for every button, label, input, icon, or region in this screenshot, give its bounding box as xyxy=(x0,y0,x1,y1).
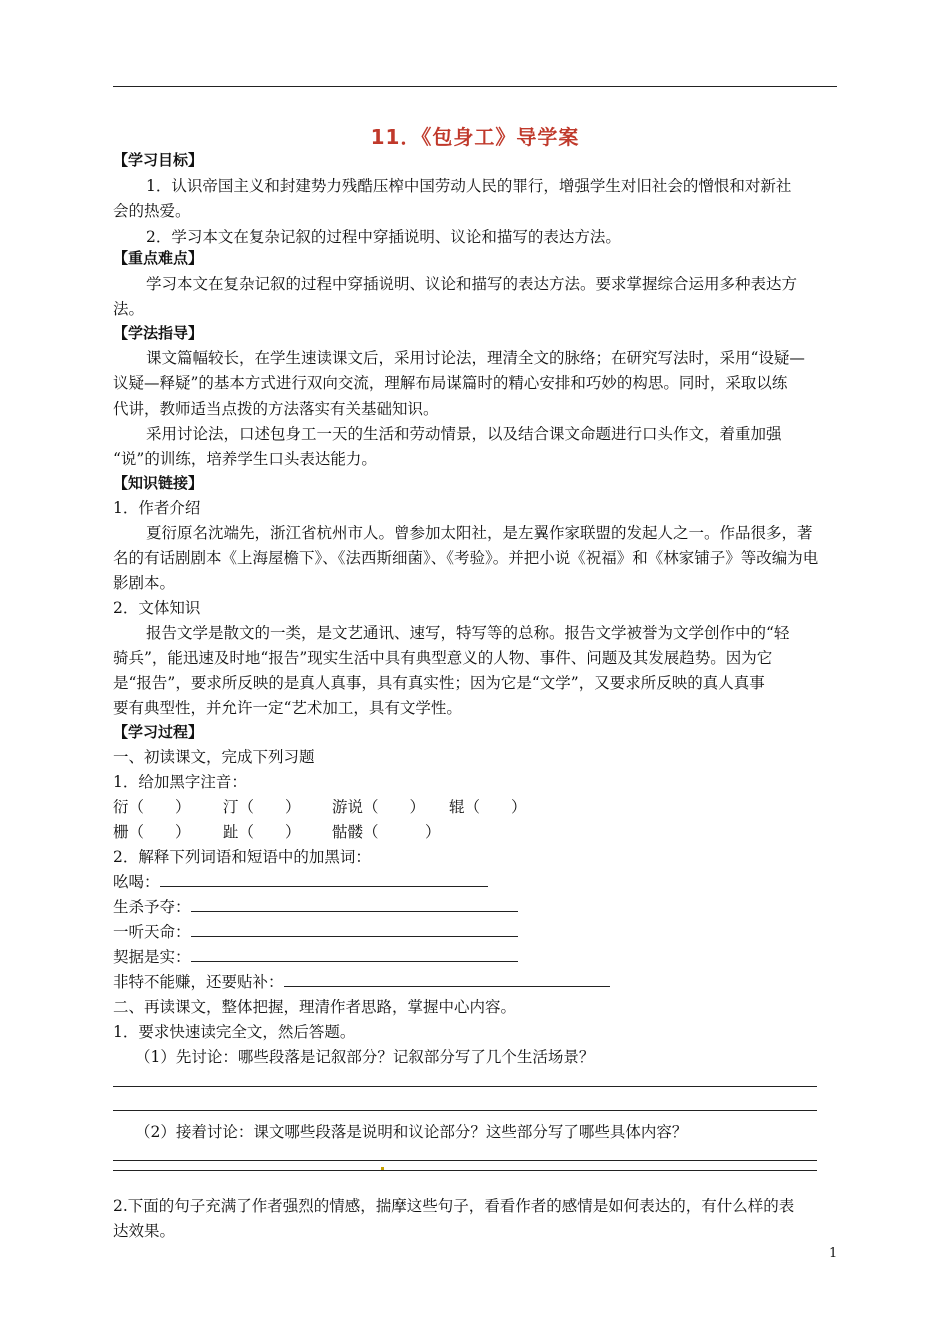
key-b: 法。 xyxy=(113,300,145,318)
answer-blank[interactable] xyxy=(191,946,518,962)
knowledge-header: 【知识链接】 xyxy=(113,474,204,492)
method-2a: 采用讨论法，口述包身工一天的生活和劳动情景，以及结合课文命题进行口头作文，着重加强 xyxy=(146,425,782,443)
term-label: 契据是实： xyxy=(113,948,191,966)
page-title: 11．《包身工》导学案 xyxy=(370,125,580,149)
term-label: 生杀予夺： xyxy=(113,898,191,916)
term-row xyxy=(113,971,840,993)
part-2-q1: 1．要求快速读完全文，然后答题。 xyxy=(113,1023,356,1041)
k2-c: 是“报告”，要求所反映的是真人真事，具有真实性；因为它是“文学”，又要求所反映的真人真事 xyxy=(113,674,765,692)
pinyin-item: 趾（ ） xyxy=(223,823,301,841)
pinyin-item: 游说（ ） xyxy=(332,798,426,816)
term-row xyxy=(113,896,840,918)
k2-d: 要有典型性，并允许一定“艺术加工，具有文学性。 xyxy=(113,699,462,717)
method-1a: 课文篇幅较长，在学生速读课文后，采用讨论法，理清全文的脉络；在研究写法时，采用“设疑— xyxy=(146,349,805,367)
answer-line[interactable] xyxy=(113,1110,817,1111)
pinyin-item: 骷髅（ ） xyxy=(332,823,441,841)
goal-2: 2．学习本文在复杂记叙的过程中穿插说明、议论和描写的表达方法。 xyxy=(146,228,621,246)
term-label: 非特不能赚，还要贴补： xyxy=(113,973,284,991)
goals-header: 【学习目标】 xyxy=(113,151,204,169)
pinyin-item: 辊（ ） xyxy=(449,798,527,816)
answer-line[interactable] xyxy=(113,1170,817,1171)
answer-line[interactable] xyxy=(113,1086,817,1087)
answer-blank[interactable] xyxy=(284,971,610,987)
pinyin-item: 汀（ ） xyxy=(223,798,301,816)
k1-c: 影剧本。 xyxy=(113,574,176,592)
part-1: 一、初读课文，完成下列习题 xyxy=(113,748,315,766)
part-2-q2-a: 2.下面的句子充满了作者强烈的情感，揣摩这些句子，看看作者的感情是如何表达的，有什么样的表 xyxy=(113,1197,795,1215)
k1-a: 夏衍原名沈端先，浙江省杭州市人。曾参加太阳社，是左翼作家联盟的发起人之一。作品很多，著 xyxy=(146,524,813,542)
part-1-q2: 2．解释下列词语和短语中的加黑词： xyxy=(113,848,371,866)
method-2b: “说”的训练，培养学生口头表达能力。 xyxy=(113,450,377,468)
term-row xyxy=(113,921,840,943)
pinyin-item: 衍（ ） xyxy=(113,798,191,816)
term-row xyxy=(113,946,840,968)
goal-1a: 1．认识帝国主义和封建势力残酷压榨中国劳动人民的罪行，增强学生对旧社会的憎恨和对新社 xyxy=(146,177,792,195)
page-number: 1 xyxy=(829,1246,838,1261)
k1-b: 名的有话剧剧本《上海屋檐下》、《法西斯细菌》、《考验》。并把小说《祝福》和《林家铺子》等改编为电 xyxy=(113,549,819,567)
term-row xyxy=(113,871,840,893)
term-label: 一听天命： xyxy=(113,923,191,941)
part-2: 二、再读课文，整体把握，理清作者思路，掌握中心内容。 xyxy=(113,998,517,1016)
key-header: 【重点难点】 xyxy=(113,249,204,267)
header-rule xyxy=(113,86,837,87)
k2-a: 报告文学是散文的一类，是文艺通讯、速写，特写等的总称。报告文学被誉为文学创作中的“轻 xyxy=(146,624,790,642)
part-2-q1-2: （2）接着讨论：课文哪些段落是说明和议论部分？这些部分写了哪些具体内容？ xyxy=(135,1123,688,1141)
k2-title: 2．文体知识 xyxy=(113,599,201,617)
term-label: 吆喝： xyxy=(113,873,160,891)
goal-1b: 会的热爱。 xyxy=(113,202,191,220)
process-header: 【学习过程】 xyxy=(113,723,204,741)
part-2-q2-b: 达效果。 xyxy=(113,1222,176,1240)
pinyin-item: 栅（ ） xyxy=(113,823,191,841)
part-2-q1-1: （1）先讨论：哪些段落是记叙部分？记叙部分写了几个生活场景？ xyxy=(135,1048,595,1066)
stray-mark xyxy=(381,1167,384,1170)
method-header: 【学法指导】 xyxy=(113,324,204,342)
k2-b: 骑兵”，能迅速及时地“报告”现实生活中具有典型意义的人物、事件、问题及其发展趋势。因为它 xyxy=(113,649,773,667)
part-1-q1: 1．给加黑字注音： xyxy=(113,773,247,791)
answer-blank[interactable] xyxy=(160,871,488,887)
answer-line[interactable] xyxy=(113,1160,817,1161)
key-a: 学习本文在复杂记叙的过程中穿插说明、议论和描写的表达方法。要求掌握综合运用多种表达方 xyxy=(146,275,798,293)
k1-title: 1．作者介绍 xyxy=(113,499,201,517)
answer-blank[interactable] xyxy=(191,896,518,912)
answer-blank[interactable] xyxy=(191,921,518,937)
method-1c: 代讲，教师适当点拨的方法落实有关基础知识。 xyxy=(113,400,439,418)
method-1b: 议疑—释疑”的基本方式进行双向交流，理解布局谋篇时的精心安排和巧妙的构思。同时，采取以练 xyxy=(113,374,788,392)
